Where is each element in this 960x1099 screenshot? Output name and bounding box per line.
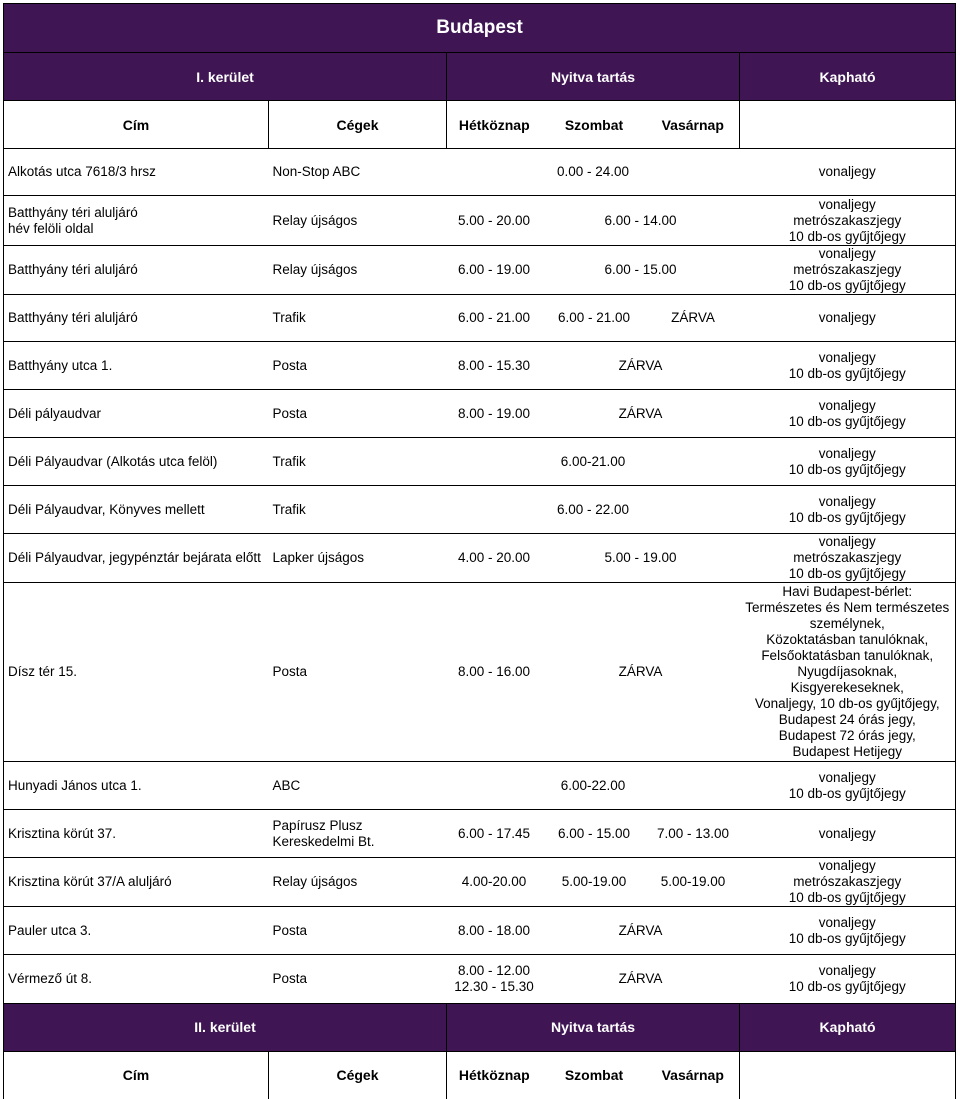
available-cell: vonaljegy metrószakaszjegy 10 db-os gyűjtőjegy [740, 196, 956, 246]
table-row [4, 390, 956, 438]
weekday-cell: 8.00 - 12.00 12.30 - 15.30 [447, 955, 542, 1003]
page-title: Budapest [4, 4, 956, 53]
company-cell: Relay újságos [269, 858, 447, 907]
available-label: Kapható [740, 53, 956, 101]
column-header-row [4, 1051, 956, 1099]
available-cell: vonaljegy 10 db-os gyűjtőjegy [740, 438, 956, 486]
available-cell: vonaljegy metrószakaszjegy 10 db-os gyűjtőjegy [740, 246, 956, 295]
address-cell: Déli Pályaudvar (Alkotás utca felöl) [4, 438, 269, 486]
address-cell: Déli Pályaudvar, jegypénztár bejárata előtt [4, 534, 269, 583]
available-cell: vonaljegy 10 db-os gyűjtőjegy [740, 486, 956, 534]
available-cell: vonaljegy 10 db-os gyűjtőjegy [740, 390, 956, 438]
table-row [4, 583, 956, 762]
company-cell: Non-Stop ABC [269, 149, 447, 196]
address-cell: Krisztina körút 37. [4, 810, 269, 858]
hours-cell: 6.00 - 22.00 [447, 486, 740, 534]
col-weekday: Hétköznap [458, 116, 530, 133]
weekday-cell: 5.00 - 20.00 [447, 196, 542, 246]
col-sunday: Vasárnap [647, 1051, 740, 1099]
col-address: Cím [4, 101, 269, 149]
weekend-cell: ZÁRVA [542, 907, 740, 955]
address-cell: Batthyány téri aluljáró hév felöli oldal [4, 196, 269, 246]
address-cell: Déli pályaudvar [4, 390, 269, 438]
address-cell: Batthyány téri aluljáró [4, 246, 269, 295]
table-row [4, 196, 956, 246]
address-cell: Dísz tér 15. [4, 583, 269, 762]
table-row [4, 246, 956, 295]
weekend-cell: ZÁRVA [542, 955, 740, 1003]
saturday-cell: 6.00 - 15.00 [542, 810, 647, 858]
available-cell: vonaljegy metrószakaszjegy 10 db-os gyűjtőjegy [740, 534, 956, 583]
outlet-rows [3, 148, 956, 1003]
col-company: Cégek [269, 101, 447, 149]
table-row [4, 438, 956, 486]
available-cell: Havi Budapest-bérlet: Természetes és Nem természetes személynek, Közoktatásban tanulóknak, Felsőoktatásban tanulóknak, Nyugdíjasoknak, Kisgyerekeseknek, Vonaljegy, 10 db-os gyűjtőjegy, Budapest 24 órás jegy, Budapest 72 órás jegy, Budapest Hetijegy [740, 583, 956, 762]
address-cell: Pauler utca 3. [4, 907, 269, 955]
company-cell: Lapker újságos [269, 534, 447, 583]
table-row [4, 149, 956, 196]
district-label: II. kerület [4, 1003, 447, 1051]
company-cell: Posta [269, 342, 447, 390]
available-cell: vonaljegy [740, 810, 956, 858]
available-cell: vonaljegy 10 db-os gyűjtőjegy [740, 342, 956, 390]
section-header [4, 53, 956, 101]
sunday-cell: ZÁRVA [647, 295, 740, 342]
weekend-cell: 5.00 - 19.00 [542, 534, 740, 583]
ticket-outlets-table [3, 3, 956, 148]
address-cell: Batthyány téri aluljáró [4, 295, 269, 342]
weekday-cell: 8.00 - 16.00 [447, 583, 542, 762]
hours-cell: 0.00 - 24.00 [447, 149, 740, 196]
available-cell: vonaljegy 10 db-os gyűjtőjegy [740, 907, 956, 955]
weekday-cell: 8.00 - 19.00 [447, 390, 542, 438]
section-2-header [3, 1003, 956, 1099]
company-cell: Papírusz Plusz Kereskedelmi Bt. [269, 810, 447, 858]
table-row [4, 486, 956, 534]
col-company: Cégek [269, 1051, 447, 1099]
address-cell: Hunyadi János utca 1. [4, 762, 269, 810]
address-cell: Déli Pályaudvar, Könyves mellett [4, 486, 269, 534]
available-cell: vonaljegy [740, 295, 956, 342]
company-cell: Posta [269, 907, 447, 955]
company-cell: ABC [269, 762, 447, 810]
weekday-cell: 6.00 - 19.00 [447, 246, 542, 295]
district-label: I. kerület [4, 53, 447, 101]
company-cell: Trafik [269, 486, 447, 534]
schedule-document [3, 3, 955, 1099]
table-row [4, 858, 956, 907]
weekday-cell: 8.00 - 15.30 [447, 342, 542, 390]
available-cell: vonaljegy 10 db-os gyűjtőjegy [740, 955, 956, 1003]
available-label: Kapható [740, 1003, 956, 1051]
col-saturday: Szombat [564, 1067, 624, 1083]
saturday-cell: 5.00-19.00 [542, 858, 647, 907]
weekend-cell: ZÁRVA [542, 390, 740, 438]
table-row [4, 955, 956, 1003]
table-row [4, 907, 956, 955]
address-cell: Vérmező út 8. [4, 955, 269, 1003]
col-available [740, 101, 956, 149]
address-cell: Batthyány utca 1. [4, 342, 269, 390]
table-row [4, 762, 956, 810]
address-cell: Krisztina körút 37/A aluljáró [4, 858, 269, 907]
company-cell: Relay újságos [269, 196, 447, 246]
weekday-cell: 6.00 - 17.45 [447, 810, 542, 858]
table-row [4, 295, 956, 342]
company-cell: Posta [269, 583, 447, 762]
col-saturday: Szombat [564, 116, 624, 133]
company-cell: Trafik [269, 295, 447, 342]
weekend-cell: ZÁRVA [542, 342, 740, 390]
open-hours-label: Nyitva tartás [447, 1003, 740, 1051]
hours-cell: 6.00-22.00 [447, 762, 740, 810]
saturday-cell: 6.00 - 21.00 [542, 295, 647, 342]
table-row [4, 810, 956, 858]
column-header-row [4, 101, 956, 149]
col-available [740, 1051, 956, 1099]
hours-cell: 6.00-21.00 [447, 438, 740, 486]
sunday-cell: 7.00 - 13.00 [647, 810, 740, 858]
weekday-cell: 4.00 - 20.00 [447, 534, 542, 583]
table-row [4, 534, 956, 583]
company-cell: Relay újságos [269, 246, 447, 295]
available-cell: vonaljegy [740, 149, 956, 196]
col-sunday: Vasárnap [647, 101, 740, 149]
available-cell: vonaljegy 10 db-os gyűjtőjegy [740, 762, 956, 810]
company-cell: Trafik [269, 438, 447, 486]
col-weekday: Hétköznap [458, 1067, 530, 1083]
weekday-cell: 4.00-20.00 [447, 858, 542, 907]
weekday-cell: 8.00 - 18.00 [447, 907, 542, 955]
company-cell: Posta [269, 390, 447, 438]
weekend-cell: 6.00 - 14.00 [542, 196, 740, 246]
table-row [4, 342, 956, 390]
weekday-cell: 6.00 - 21.00 [447, 295, 542, 342]
weekend-cell: ZÁRVA [542, 583, 740, 762]
open-hours-label: Nyitva tartás [447, 53, 740, 101]
available-cell: vonaljegy metrószakaszjegy 10 db-os gyűjtőjegy [740, 858, 956, 907]
sunday-cell: 5.00-19.00 [647, 858, 740, 907]
weekend-cell: 6.00 - 15.00 [542, 246, 740, 295]
col-address: Cím [4, 1051, 269, 1099]
company-cell: Posta [269, 955, 447, 1003]
address-cell: Alkotás utca 7618/3 hrsz [4, 149, 269, 196]
